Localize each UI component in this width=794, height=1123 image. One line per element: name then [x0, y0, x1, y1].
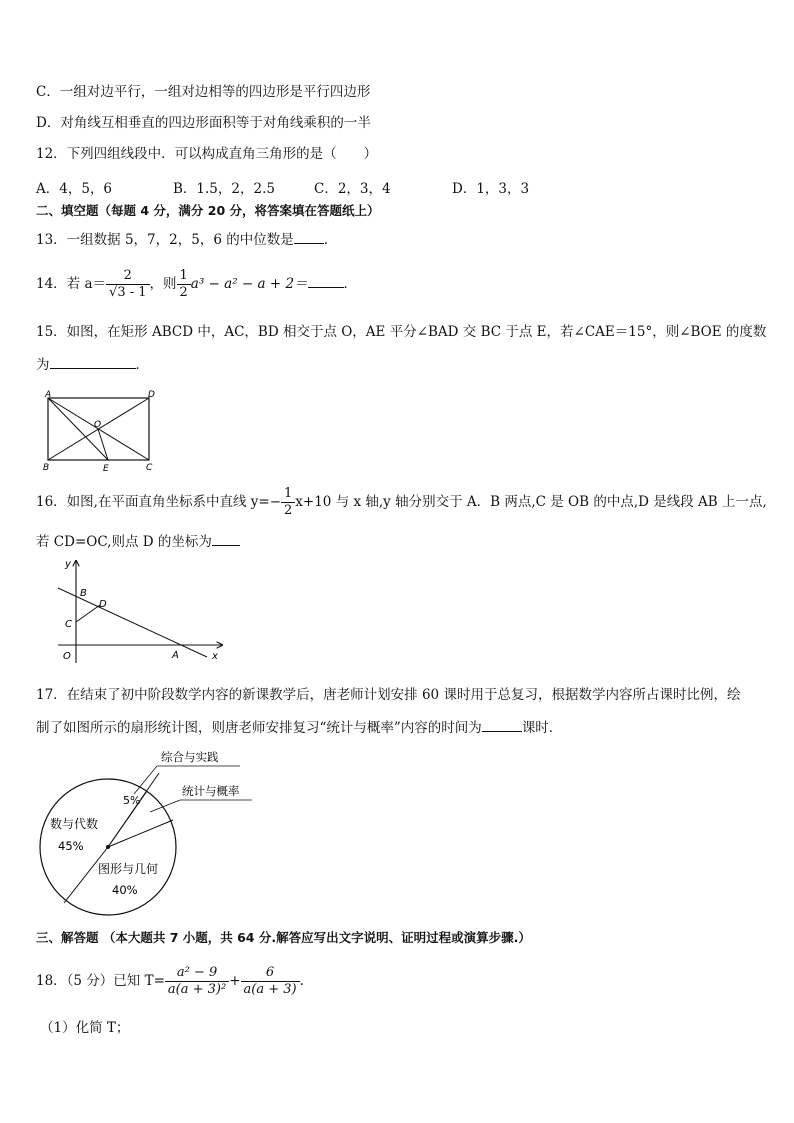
label-a: A — [172, 650, 179, 661]
rectangle-figure — [36, 388, 166, 474]
q12-option-b: B．1.5，2，2.5 — [173, 181, 275, 197]
section-2-heading: 二、填空题（每题 4 分，满分 20 分，将答案填在答题纸上） — [36, 203, 380, 218]
pct-geometry: 40% — [112, 883, 138, 897]
label-b: B — [80, 588, 87, 599]
label-o: O — [63, 651, 71, 662]
question-18: 18．（5 分）已知 T= $\frac{\text{a² − 9}}{\text{a(a + 3)²}}$ + $\frac{6}{a(a + 3)}$ . — [36, 965, 304, 997]
label-y: y — [65, 559, 71, 570]
q12-option-d: D．1，3，3 — [452, 181, 530, 197]
label-d: D — [99, 599, 107, 610]
label-c: C — [146, 463, 153, 473]
pie-chart-figure — [30, 740, 270, 920]
label-c: C — [65, 619, 72, 630]
question-13: 13．一组数据 5，7，2，5，6 的中位数是 ． — [36, 229, 337, 249]
coordinate-figure — [52, 555, 227, 667]
label-d: D — [148, 390, 155, 400]
label-geometry: 图形与几何 — [98, 862, 159, 876]
question-16-line1: 16．如图,在平面直角坐标系中直线 y=− $\frac{1}{2}$ x+10 与 x 轴,y 轴分别交于 A．B 两点,C 是 OB 的中点,D 是线段 AB 上一点, — [36, 486, 767, 518]
label-algebra: 数与代数 — [50, 817, 99, 831]
question-14: 14．若 a＝ $\frac{2}{√3 - 1}$ ，则 $\frac{1}{2}$ a³ − a² − a + 2＝ ． — [36, 268, 358, 300]
pct-algebra: 45% — [58, 839, 84, 853]
section-3-heading: 三、解答题 （本大题共 7 小题，共 64 分.解答应写出文字说明、证明过程或演算步骤.） — [36, 930, 531, 945]
question-17-line2: 制了如图所示的扇形统计图，则唐老师安排复习“统计与概率”内容的时间为 课时． — [36, 717, 562, 737]
pie-center — [106, 845, 110, 849]
label-practice: 综合与实践 — [161, 750, 219, 764]
q12-option-c: C．2，3，4 — [314, 181, 391, 197]
pct-practice: 5% — [123, 794, 141, 807]
label-stat: 统计与概率 — [182, 784, 240, 798]
question-17-line1: 17．在结束了初中阶段数学内容的新课教学后，唐老师计划安排 60 课时用于总复习，根据数学内容所占课时比例，绘 — [36, 687, 741, 703]
segment-cd — [76, 605, 100, 622]
label-x: x — [212, 651, 218, 662]
option-d: D．对角线互相垂直的四边形面积等于对角线乘积的一半 — [36, 115, 371, 131]
question-15-line2: 为 ． — [36, 354, 149, 374]
question-18-part1: （1）化简 T； — [40, 1020, 130, 1036]
question-12: 12．下列四组线段中．可以构成直角三角形的是（ ） — [36, 146, 378, 162]
label-e: E — [103, 464, 109, 474]
label-b: B — [43, 463, 50, 473]
label-a: A — [45, 390, 52, 400]
question-16-line2: 若 CD=OC,则点 D 的坐标为 — [36, 531, 240, 551]
question-15-line1: 15．如图，在矩形 ABCD 中，AC，BD 相交于点 O，AE 平分∠BAD 交 BC 于点 E，若∠CAE＝15°，则∠BOE 的度数 — [36, 324, 767, 340]
q12-option-a: A．4，5，6 — [36, 181, 113, 197]
option-c: C．一组对边平行，一组对边相等的四边形是平行四边形 — [36, 84, 371, 100]
label-o: O — [94, 420, 102, 430]
